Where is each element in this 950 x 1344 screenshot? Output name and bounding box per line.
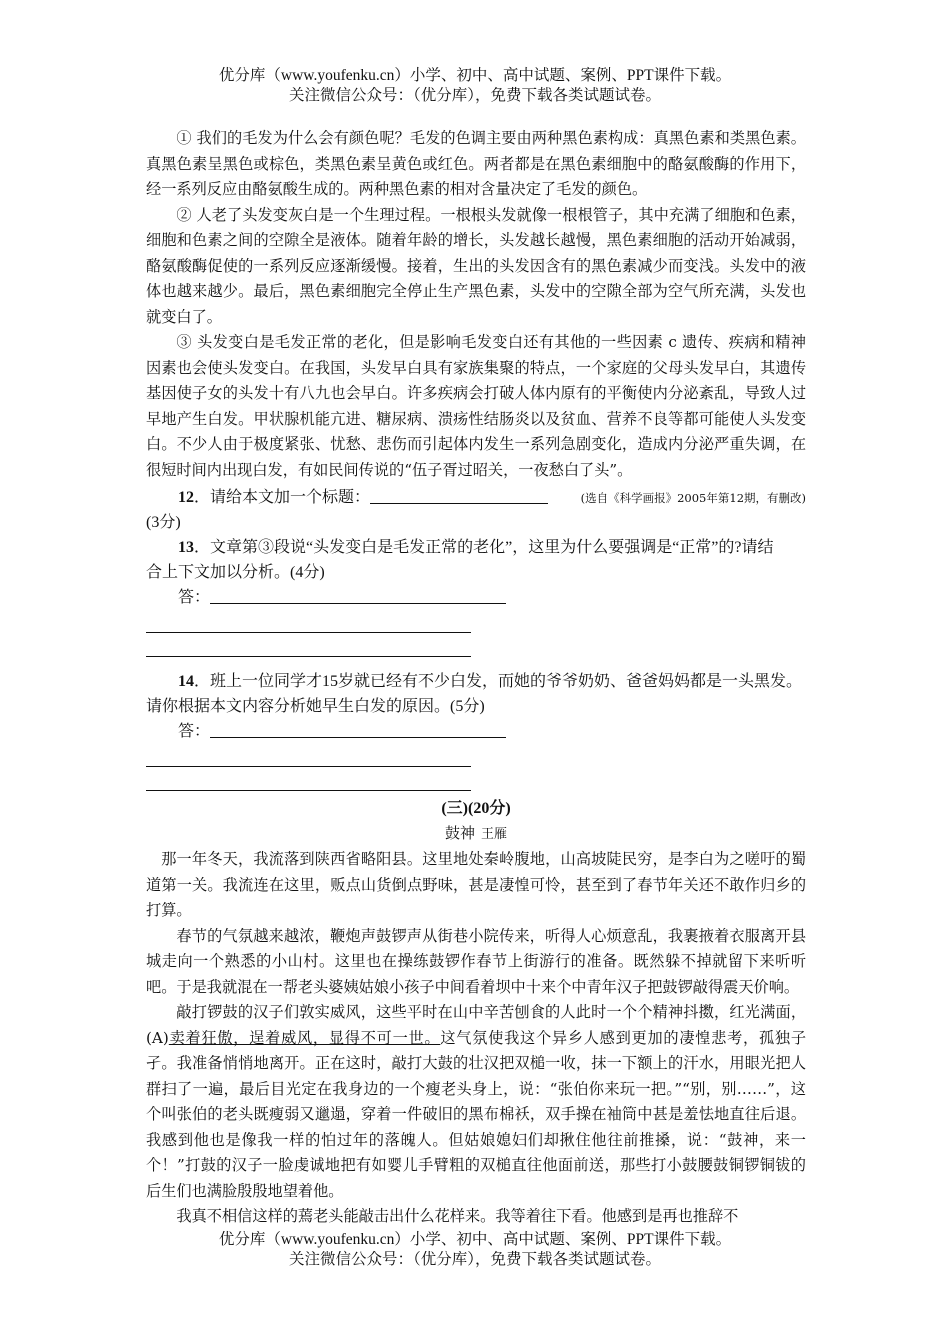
article-paragraph-1: ① 我们的毛发为什么会有颜色呢？毛发的色调主要由两种黑色素构成：真黑色素和类黑色素。真黑色素呈黑色或棕色，类黑色素呈黄色或红色。两者都是在黑色素细胞中的酪氨酸酶的作用下，经一系列反应由酪氨酸生成的。两种黑色素的相对含量决定了毛发的颜色。 [146,129,806,198]
question-14-text: ．班上一位同学才15岁就已经有不少白发，而她的爷爷奶奶、爸爸妈妈都是一头黑发。请你根据本文内容分析她早生白发的原因。(5分) [146,673,803,715]
article-paragraph-2: ② 人老了头发变灰白是一个生理过程。一根根头发就像一根根管子，其中充满了细胞和色素，细胞和色素之间的空隙全是液体。随着年龄的增长，头发越长越慢，黑色素细胞的活动开始减弱，酪氨酸酶促使的一系列反应逐渐缓慢。接着，生出的头发因含有的黑色素减少而变浅。头发中的液体也越来越少。最后，黑色素细胞完全停止生产黑色素，头发中的空隙全部为空气所充满，头发也就变白了。 [146,205,806,326]
answer-label: 答： [178,589,211,606]
page-footer [0,1230,950,1270]
question-13-text: ．文章第③段说“头发变白是毛发正常的老化”，这里为什么要强调是“正常”的?请结合上下文加以分析。(4分) [146,539,774,581]
story-paragraph-1: 那一年冬天，我流落到陕西省略阳县。这里地处秦岭腹地，山高坡陡民穷，是李白为之嗟吁的蜀道第一关。我流连在这里，贩点山货倒点野味，甚是凄惶可怜，甚至到了春节年关还不敢作归乡的打算。 [146,850,806,919]
question-13-answer [146,585,806,610]
question-13-answer-line-3[interactable] [146,656,471,657]
question-14-answer [146,719,806,744]
question-12-title-blank[interactable] [370,487,548,504]
story-paragraph-3 [146,1000,806,1204]
question-14-answer-line-2[interactable] [146,766,471,767]
question-13 [146,535,786,585]
question-12-score: (3分) [146,514,181,531]
footer-line-1: 优分库（www.youfenku.cn）小学、初中、高中试题、案例、PPT课件下载。 [218,1231,732,1248]
story-paragraph-4: 我真不相信这样的蔫老头能敲击出什么花样来。我等着往下看。他感到是再也推辞不 [176,1207,739,1225]
answer-label: 答： [178,723,211,740]
footer-line-2: 关注微信公众号：（优分库），免费下载各类试题试卷。 [288,1251,661,1268]
annotation-mark-a: (A) [146,1028,169,1047]
page-header [0,66,950,106]
header-line-1: 优分库（www.youfenku.cn）小学、初中、高中试题、案例、PPT课件下载。 [218,67,732,84]
story-author: 王雁 [481,827,508,842]
question-14 [146,669,806,719]
question-13-answer-line-1[interactable] [210,587,506,604]
question-13-answer-line-2[interactable] [146,632,471,633]
article-source: (选自《科学画报》2005年第12期，有删改) [580,491,806,505]
page-content [146,126,806,1230]
question-13-number: 13 [178,539,194,556]
underlined-sentence-a: 卖着狂傲，逞着威风，显得不可一世。 [168,1028,441,1047]
header-line-2: 关注微信公众号：（优分库），免费下载各类试题试卷。 [288,87,661,104]
story-paragraph-2: 春节的气氛越来越浓，鞭炮声鼓锣声从街巷小院传来，听得人心烦意乱，我裹掖着衣服离开县城走向一个熟悉的小山村。这里也在操练鼓锣作春节上街游行的准备。既然躲不掉就留下来听听吧。于是我就混在一帮老头婆姨姑娘小孩子中间看着坝中十来个中青年汉子把鼓锣敲得震天价响。 [146,926,806,996]
story-paragraph-3-rest: 这气氛使我这个异乡人感到更加的凄惶悲考，孤独子孑。我准备悄悄地离开。正在这时，敲打大鼓的壮汉把双槌一收，抹一下额上的汗水，用眼光把人群扫了一遍，最后目光定在我身边的一个瘦老头身上，说：“张伯你来玩一把。”“别，别……”，这个叫张伯的老头既瘦弱又邋遢，穿着一件破旧的黑布棉袄，双手操在袖筒中甚是羞怯地直往后退。我感到他也是像我一样的怕过年的落魄人。但姑娘媳妇们却揪住他往前推搡，说：“鼓神，来一个！”打鼓的汉子一脸虔诚地把有如婴儿手臂粗的双槌直往他面前送，那些打小鼓腰鼓铜锣铜钹的后生们也满脸殷殷地望着他。 [146,1028,807,1200]
story-title [146,821,806,847]
question-12-number: 12 [178,489,194,506]
story-title-text: 鼓神 [444,824,475,842]
article-paragraph-3-text: ③ 头发变白是毛发正常的老化，但是影响毛发变白还有其他的一些因素 c 遗传、疾病和精神因素也会使头发变白。在我国，头发早白具有家族集聚的特点，一个家庭的父母头发早白，其遗传基因使子女的头发十有八九也会早白。许多疾病会打破人体内原有的平衡使内分泌紊乱，导致人过早地产生白发。甲状腺机能亢进、糖尿病、溃疡性结肠炎以及贫血、营养不良等都可能使人头发变白。不少人由于极度紧张、忧愁、悲伤而引起体内发生一系列急剧变化，造成内分泌严重失调，在很短时间内出现白发，有如民间传说的“伍子胥过昭关，一夜愁白了头”。 [146,333,806,479]
section-3-heading: (三)(20分) [441,800,511,817]
question-12-text: ．请给本文加一个标题： [194,489,371,506]
story-paragraph-3-start: 敲打锣鼓的汉子们敦实威风，这些平时在山中辛苦刨食的人此时一个个精神抖擞，红光满面， [176,1003,806,1021]
question-14-number: 14 [178,673,194,690]
question-14-answer-line-3[interactable] [146,790,471,791]
question-14-answer-line-1[interactable] [210,721,506,738]
